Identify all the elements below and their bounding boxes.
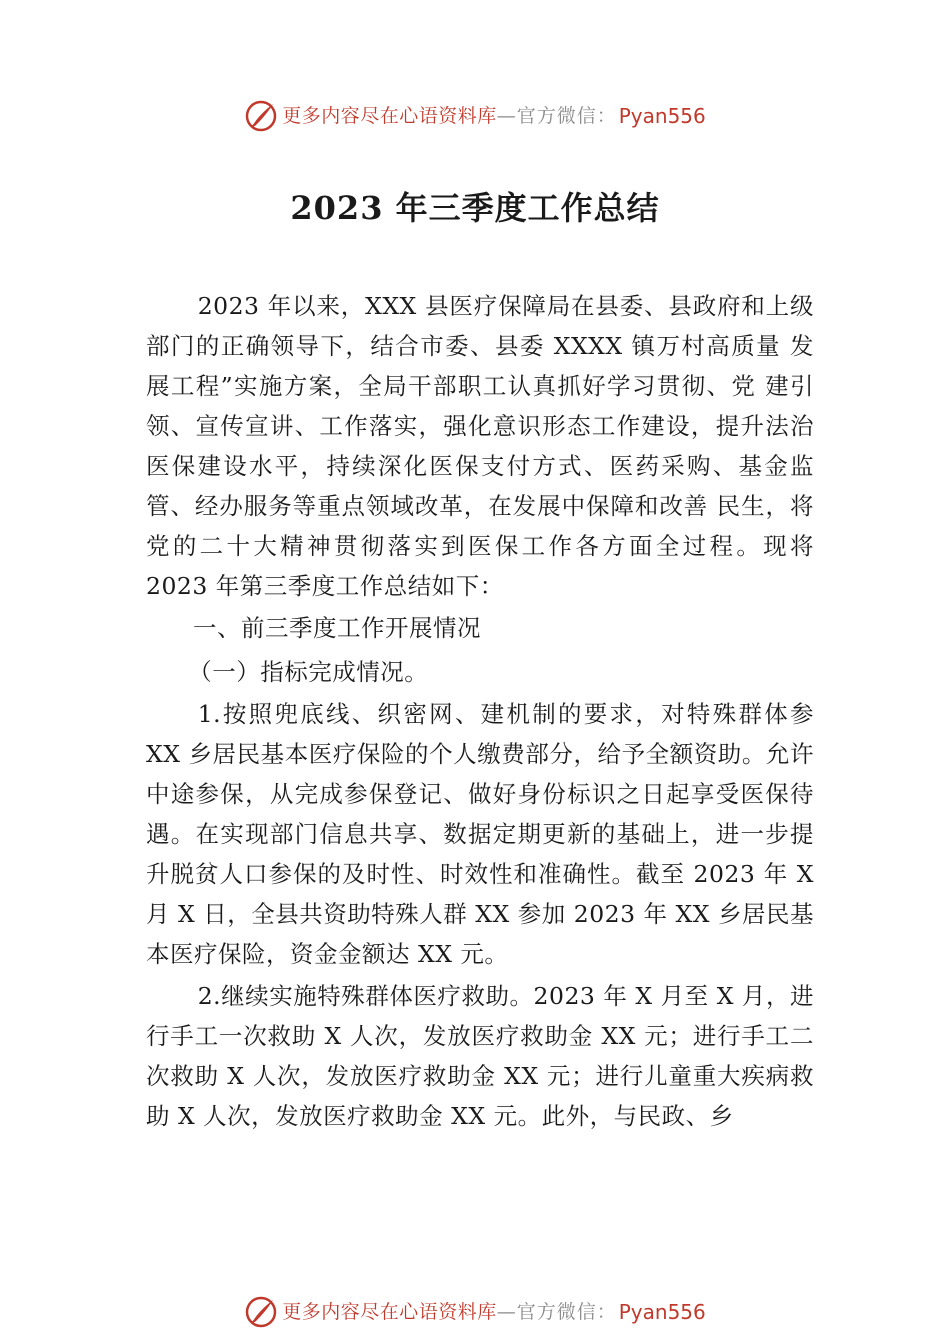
watermark-wechat-label: —官方微信： <box>496 1301 617 1323</box>
subsection-heading-1: （一）指标完成情况。 <box>188 658 429 686</box>
watermark-wechat-id: Pyan556 <box>618 1300 706 1324</box>
document-title: 2023 年三季度工作总结 <box>290 189 660 227</box>
watermark-wechat-label: —官方微信： <box>496 105 617 127</box>
quill-seal-logo-icon <box>244 99 278 133</box>
watermark-library-text: 更多内容尽在心语资料库 <box>282 1301 497 1323</box>
watermark-library-text: 更多内容尽在心语资料库 <box>282 105 497 127</box>
watermark-footer <box>0 1295 950 1329</box>
watermark-header <box>0 99 950 133</box>
item-paragraph-2: 2.继续实施特殊群体医疗救助。2023 年 X 月至 X 月，进行手工一次救助 X 人次，发放医疗救助金 XX 元；进行手工二次救助 X 人次，发放医疗救助金 XX 元；进行儿童重大疾病救助 X 人次，发放医疗救助金 XX 元。此外，与民政、乡 <box>146 982 814 1130</box>
section-heading-1: 一、前三季度工作开展情况 <box>193 614 481 642</box>
intro-paragraph: 2023 年以来，XXX 县医疗保障局在县委、县政府和上级部门的正确领导下，结合市委、县委 XXXX 镇万村高质量 发展工程”实施方案，全局干部职工认真抓好学习贯彻、党 建引领、宣传宣讲、工作落实，强化意识形态工作建设，提升法治医保建设水平，持续深化医保支付方式、医药采购、基金监管、经办服务等重点领域改革，在发展中保障和改善 民生，将党的二十大精神贯彻落实到医保工作各方面全过程。现将 2023 年第三季度工作总结如下： <box>146 292 814 600</box>
watermark-wechat-id: Pyan556 <box>618 104 706 128</box>
document-body <box>146 286 814 1136</box>
item-paragraph-1: 1.按照兜底线、织密网、建机制的要求，对特殊群体参 XX 乡居民基本医疗保险的个人缴费部分，给予全额资助。允许中途参保，从完成参保登记、做好身份标识之日起享受医保待遇。在实现部门信息共享、数据定期更新的基础上，进一步提升脱贫人口参保的及时性、时效性和准确性。截至 2023 年 X 月 X 日，全县共资助特殊人群 XX 参加 2023 年 XX 乡居民基本医疗保险，资金金额达 XX 元。 <box>146 700 814 968</box>
quill-seal-logo-icon <box>244 1295 278 1329</box>
